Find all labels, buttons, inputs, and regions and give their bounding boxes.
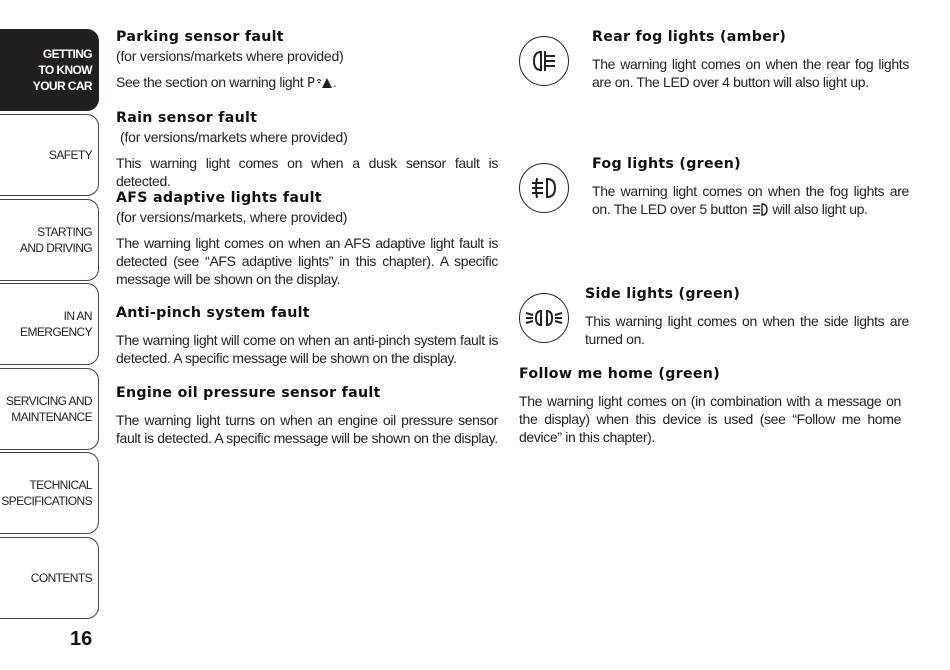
tab-starting-and-driving[interactable] (0, 199, 99, 281)
section-title: Side lights (green) (585, 286, 741, 302)
side-lights-icon (519, 293, 569, 343)
parking-sensor-fault-section (116, 27, 498, 91)
section-subtitle: (for versions/markets where provided) (116, 48, 344, 64)
fog-light-icon (519, 163, 569, 213)
section-body (592, 182, 909, 218)
section-body (116, 73, 498, 91)
fog-lights-section (592, 154, 909, 218)
oil-pressure-sensor-fault-section (116, 383, 498, 447)
page-number: 16 (70, 628, 93, 650)
tab-getting-to-know-your-car[interactable] (0, 29, 99, 111)
section-body: The warning light comes on (in combination with a message on the display) when this device is used (see “Follow me home device” in this chapter). (519, 393, 901, 445)
tab-label: SAFETY (48, 148, 92, 162)
tab-servicing-and-maintenance[interactable] (0, 368, 99, 450)
tab-contents[interactable] (0, 537, 99, 619)
tab-label: GETTING TO KNOW YOUR CAR (32, 47, 92, 93)
section-title: Engine oil pressure sensor fault (116, 385, 381, 401)
section-title: Fog lights (green) (592, 156, 741, 172)
tab-label: CONTENTS (30, 571, 92, 585)
tab-technical-specifications[interactable] (0, 452, 99, 534)
rear-fog-light-icon (519, 36, 569, 86)
tab-safety[interactable] (0, 114, 99, 196)
svg-text:.: . (332, 75, 337, 89)
rain-sensor-fault-section (116, 108, 498, 190)
follow-me-home-section (519, 364, 901, 446)
side-lights-section (585, 284, 909, 348)
tab-label: IN AN EMERGENCY (20, 309, 92, 339)
section-title: AFS adaptive lights fault (116, 190, 322, 206)
svg-text:P: P (306, 76, 315, 89)
tab-label: TECHNICAL SPECIFICATIONS (1, 478, 92, 508)
section-title: Rain sensor fault (116, 110, 258, 126)
body-text: See the section on warning light (116, 74, 304, 90)
tab-in-an-emergency[interactable] (0, 283, 99, 365)
section-body: This warning light comes on when the side lights are turned on. (585, 313, 909, 347)
section-body: The warning light comes on when an AFS adaptive light fault is detected (see “AFS adaptive lights” in this chapter). A specific message will be shown on the display. (116, 235, 498, 287)
parking-sensor-icon (307, 75, 337, 89)
section-title: Rear fog lights (amber) (592, 29, 787, 45)
section-body: The warning light turns on when an engine oil pressure sensor fault is detected. A specific message will be shown on the display. (116, 412, 498, 446)
section-body: This warning light comes on when a dusk sensor fault is detected. (116, 155, 498, 189)
afs-lights-fault-section (116, 188, 498, 288)
tab-label: STARTING AND DRIVING (19, 225, 92, 255)
section-subtitle: (for versions/markets where provided) (120, 129, 348, 145)
rear-fog-lights-section (592, 27, 909, 91)
fog-light-inline-icon (751, 203, 769, 216)
section-title: Follow me home (green) (519, 366, 720, 382)
section-body: The warning light will come on when an anti-pinch system fault is detected. A specific message will be shown on the display. (116, 332, 498, 366)
section-title: Parking sensor fault (116, 29, 284, 45)
anti-pinch-fault-section (116, 303, 498, 367)
body-text: The warning light comes on when the fog lights are on. The LED over 5 button (592, 183, 909, 217)
body-text: will also light up. (772, 201, 868, 217)
section-body: The warning light comes on when the rear fog lights are on. The LED over 4 button will also light up. (592, 56, 909, 90)
section-subtitle: (for versions/markets, where provided) (116, 209, 348, 225)
section-title: Anti-pinch system fault (116, 305, 310, 321)
tab-label: SERVICING AND MAINTENANCE (5, 394, 92, 424)
